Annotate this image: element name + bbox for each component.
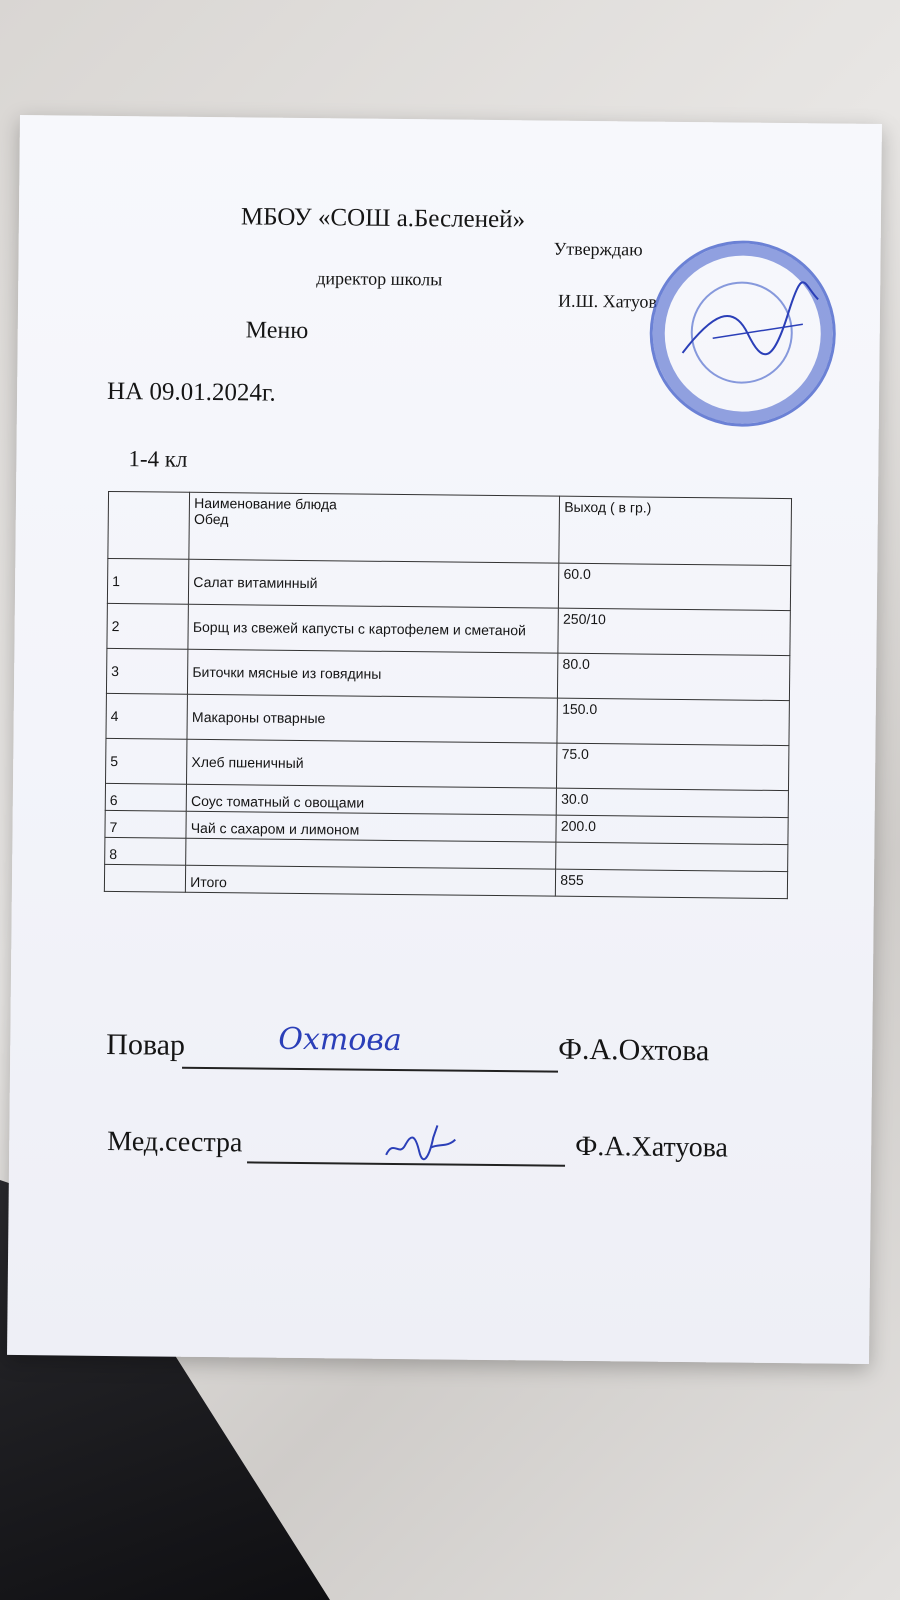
dish-weight: 150.0 [557, 698, 789, 745]
row-number: 1 [107, 558, 189, 604]
total-num-cell [104, 864, 186, 892]
dish-name: Салат витаминный [189, 559, 560, 608]
school-stamp [649, 240, 837, 428]
menu-date: НА 09.01.2024г. [106, 377, 276, 407]
table-row [107, 603, 790, 655]
dish-name: Макароны отварные [187, 694, 558, 743]
header-name-cell [189, 492, 560, 563]
approval-label: Утверждаю [553, 238, 643, 260]
table-header-row [108, 491, 792, 565]
dish-name: Соус томатный с овощами [186, 784, 556, 815]
dish-weight: 250/10 [558, 608, 790, 655]
dish-name: Борщ из свежей капусты с картофелем и сметаной [188, 604, 559, 653]
total-row [104, 864, 787, 898]
menu-title: Меню [245, 317, 309, 345]
dish-weight [556, 842, 788, 871]
header-dish-name: Наименование блюда [194, 494, 337, 513]
table-row [106, 693, 789, 745]
cook-name: Ф.А.Охтова [558, 1032, 710, 1068]
header-meal: Обед [193, 510, 229, 528]
total-value: 855 [556, 869, 788, 898]
total-label: Итого [186, 865, 556, 896]
table-row [106, 738, 789, 790]
dish-weight: 30.0 [557, 788, 789, 817]
nurse-label: Мед.сестра [107, 1125, 243, 1159]
row-number: 6 [105, 783, 187, 811]
cook-signature-line [182, 1067, 558, 1073]
table-row [106, 648, 789, 700]
row-number: 4 [106, 693, 188, 739]
dish-weight: 200.0 [556, 815, 788, 844]
table-row [107, 558, 790, 610]
cook-label: Повар [106, 1027, 186, 1062]
dish-name: Чай с сахаром и лимоном [186, 811, 556, 842]
cook-signature: Охтова [278, 1021, 402, 1059]
director-signature-icon [652, 243, 834, 425]
row-number: 7 [105, 810, 187, 838]
grade-label: 1-4 кл [128, 446, 188, 472]
menu-document [7, 115, 882, 1364]
director-label: директор школы [316, 268, 443, 290]
nurse-signature-icon [381, 1117, 462, 1168]
row-number: 8 [105, 837, 187, 865]
director-name: И.Ш. Хатуов [557, 290, 658, 312]
dish-name [186, 838, 556, 869]
dish-weight: 80.0 [558, 653, 790, 700]
dish-weight: 60.0 [559, 563, 791, 610]
row-number: 3 [106, 648, 188, 694]
dish-name: Биточки мясные из говядины [188, 649, 559, 698]
school-name: МБОУ «СОШ а.Бесленей» [240, 203, 526, 234]
header-weight-cell: Выход ( в гр.) [559, 496, 791, 565]
row-number: 2 [107, 603, 189, 649]
header-num-cell [108, 491, 190, 559]
row-number: 5 [106, 738, 188, 784]
nurse-name: Ф.А.Хатуова [575, 1130, 729, 1164]
dish-name: Хлеб пшеничный [187, 739, 558, 788]
menu-table [104, 491, 792, 899]
dish-weight: 75.0 [557, 743, 789, 790]
